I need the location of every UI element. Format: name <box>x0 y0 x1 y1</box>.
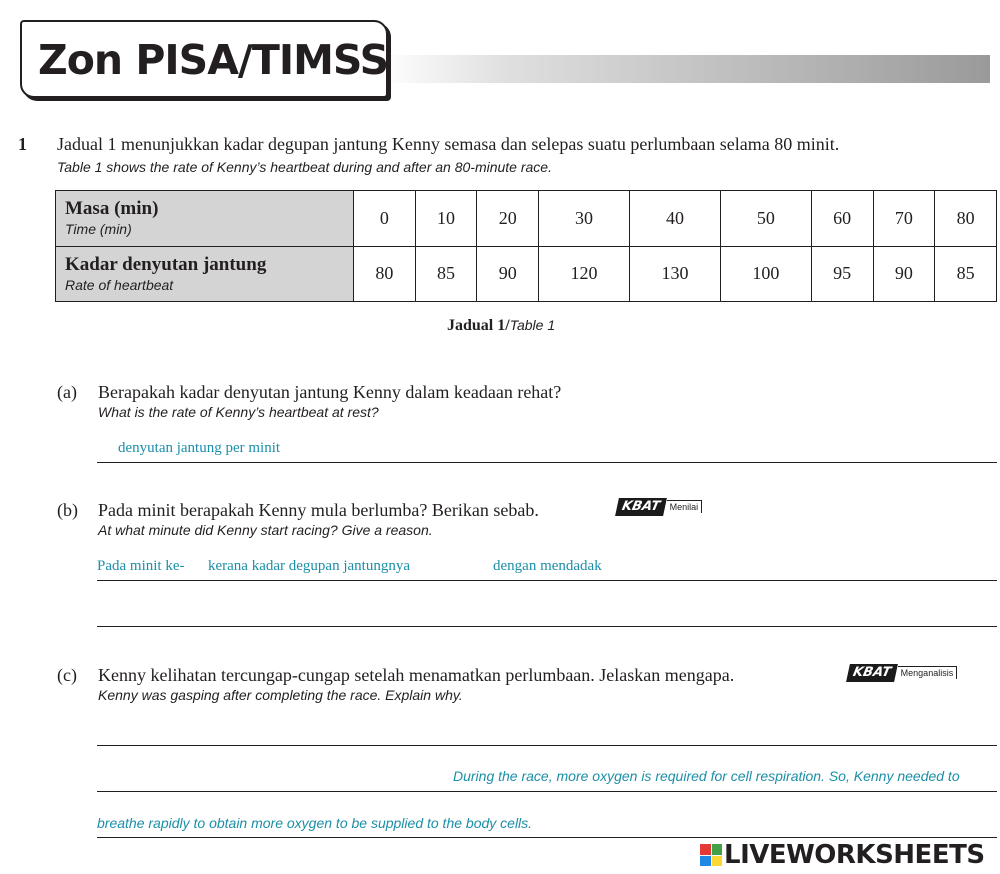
part-a-letter: (a) <box>57 382 77 402</box>
table-cell: 40 <box>629 191 720 247</box>
table-caption-en: Table 1 <box>509 317 556 333</box>
table-cell: 80 <box>935 191 997 247</box>
part-b-answer-text-2: kerana kadar degupan jantungnya <box>208 558 410 574</box>
part-a-answer-text: denyutan jantung per minit <box>118 440 281 456</box>
part-c-answer-text-1: During the race, more oxygen is required for cell respiration. So, Kenny needed to <box>453 768 960 784</box>
row-header-time <box>56 191 354 247</box>
question-text-ms: Jadual 1 menunjukkan kadar degupan jantung Kenny semasa dan selepas suatu perlumbaan selama 80 minit. <box>57 134 840 154</box>
part-b-text-ms: Pada minit berapakah Kenny mula berlumba? Berikan sebab. <box>98 500 539 520</box>
part-a-answer-line[interactable] <box>97 462 997 463</box>
kbat-badge-menganalisis <box>848 664 957 682</box>
table-caption <box>447 317 555 335</box>
kbat-level: Menganalisis <box>898 666 958 679</box>
part-a-text-en: What is the rate of Kenny’s heartbeat at rest? <box>98 404 379 420</box>
table-cell: 85 <box>935 246 997 302</box>
table-cell: 85 <box>415 246 477 302</box>
part-b-answer-text-1: Pada minit ke- <box>97 558 185 574</box>
table-cell: 80 <box>354 246 416 302</box>
liveworksheets-watermark <box>700 840 985 870</box>
table-cell: 0 <box>354 191 416 247</box>
table-cell: 20 <box>477 191 539 247</box>
part-c-letter: (c) <box>57 665 77 685</box>
table-row-heartbeat <box>56 246 997 302</box>
question-text-en: Table 1 shows the rate of Kenny’s heartbeat during and after an 80-minute race. <box>57 159 552 175</box>
row-header-label-en: Rate of heartbeat <box>65 276 174 293</box>
part-b-answer-line-1[interactable] <box>97 580 997 581</box>
table-cell: 10 <box>415 191 477 247</box>
table-cell: 30 <box>539 191 630 247</box>
table-row-time <box>56 191 997 247</box>
part-b-answer-text-3: dengan mendadak <box>493 558 602 574</box>
part-c-answer-line-3[interactable] <box>97 837 997 838</box>
table-cell: 50 <box>720 191 811 247</box>
table-cell: 60 <box>811 191 873 247</box>
part-c-answer-line-2[interactable] <box>97 791 997 792</box>
part-a-text-ms: Berapakah kadar denyutan jantung Kenny dalam keadaan rehat? <box>98 382 562 402</box>
table-cell: 95 <box>811 246 873 302</box>
table-cell: 90 <box>477 246 539 302</box>
row-header-label-en: Time (min) <box>65 221 132 238</box>
part-c-answer-text-2: breathe rapidly to obtain more oxygen to be supplied to the body cells. <box>97 815 533 831</box>
liveworksheets-logo-icon <box>700 844 722 866</box>
part-c-text-en: Kenny was gasping after completing the race. Explain why. <box>98 687 463 703</box>
row-header-heartbeat <box>56 246 354 302</box>
watermark-text: LIVEWORKSHEETS <box>724 840 985 870</box>
table-cell: 70 <box>873 191 935 247</box>
table-cell: 90 <box>873 246 935 302</box>
part-c-text-ms: Kenny kelihatan tercungap-cungap setelah menamatkan perlumbaan. Jelaskan mengapa. <box>98 665 735 685</box>
kbat-level: Menilai <box>667 500 703 513</box>
kbat-badge-menilai <box>617 498 702 516</box>
kbat-tag: KBAT <box>846 664 897 682</box>
header-banner-bar <box>380 55 990 83</box>
page-title: Zon PISA/TIMSS <box>38 36 389 84</box>
table-cell: 100 <box>720 246 811 302</box>
row-header-label-ms: Masa (min) <box>65 198 159 220</box>
heartbeat-table <box>55 190 997 302</box>
part-b-letter: (b) <box>57 500 78 520</box>
table-cell: 120 <box>539 246 630 302</box>
part-c-answer-line-1[interactable] <box>97 745 997 746</box>
part-b-answer-line-2[interactable] <box>97 626 997 627</box>
table-cell: 130 <box>629 246 720 302</box>
question-number: 1 <box>18 134 27 154</box>
kbat-tag: KBAT <box>615 498 666 516</box>
table-caption-ms: Jadual 1/ <box>447 317 510 334</box>
row-header-label-ms: Kadar denyutan jantung <box>65 253 267 275</box>
part-b-text-en: At what minute did Kenny start racing? Give a reason. <box>98 522 433 538</box>
